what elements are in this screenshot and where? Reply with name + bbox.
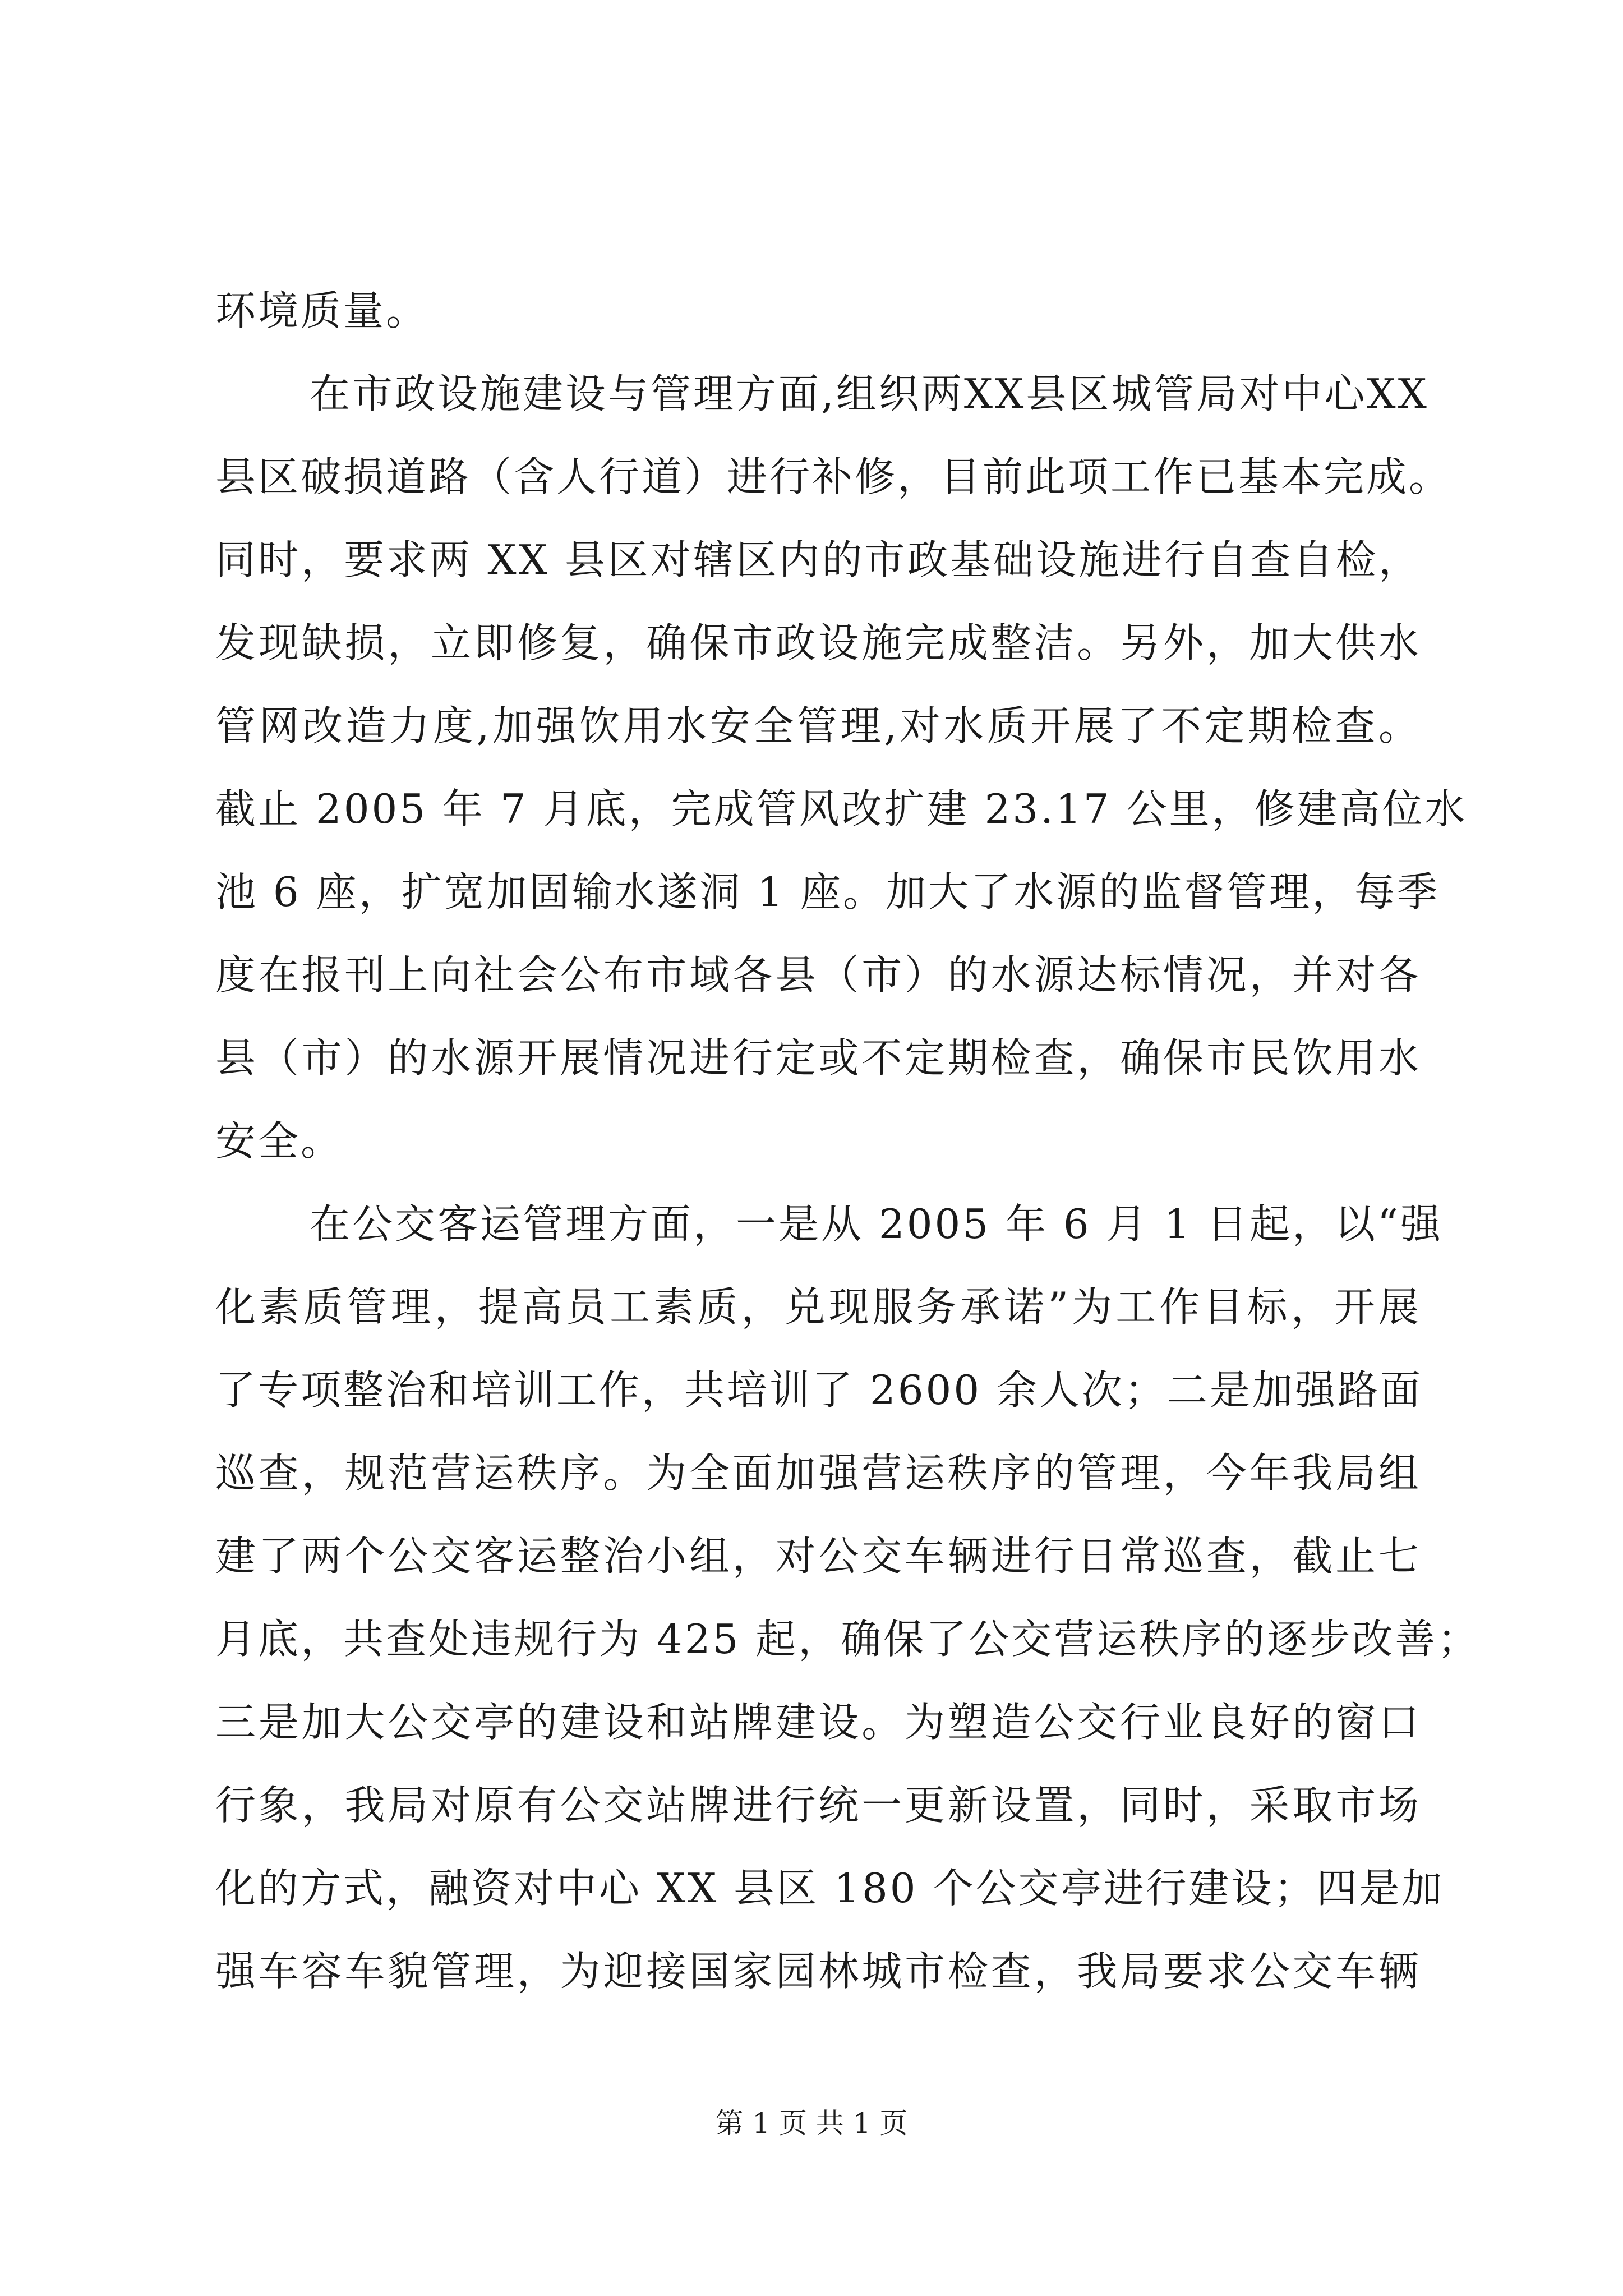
text-line: 巡查，规范营运秩序。为全面加强营运秩序的管理，今年我局组 — [215, 1450, 1421, 1497]
page-footer: 第 1 页 共 1 页 — [715, 2107, 908, 2139]
text-line: 了专项整治和培训工作，共培训了 2600 余人次；二是加强路面 — [215, 1366, 1423, 1414]
text-line: 行象，我局对原有公交站牌进行统一更新设置，同时，采取市场 — [215, 1782, 1421, 1829]
text-line: 安全。 — [215, 1117, 344, 1165]
text-line: 月底，共查处违规行为 425 起，确保了公交营运秩序的逐步改善； — [215, 1616, 1481, 1663]
text-line: 池 6 座，扩宽加固输水遂洞 1 座。加大了水源的监督管理，每季 — [215, 868, 1440, 915]
text-line: 管网改造力度,加强饮用水安全管理,对水质开展了不定期检查。 — [215, 702, 1421, 749]
text-line: 三是加大公交亭的建设和站牌建设。为塑造公交行业良好的窗口 — [215, 1699, 1421, 1746]
text-line: 在市政设施建设与管理方面,组织两XX县区城管局对中心XX — [310, 370, 1429, 417]
text-line: 同时，要求两 XX 县区对辖区内的市政基础设施进行自查自检， — [215, 536, 1421, 583]
text-line: 建了两个公交客运整治小组，对公交车辆进行日常巡查，截止七 — [215, 1533, 1421, 1580]
text-line: 截止 2005 年 7 月底，完成管风改扩建 23.17 公里，修建高位水 — [215, 785, 1468, 832]
text-line: 县区破损道路（含人行道）进行补修，目前此项工作已基本完成。 — [215, 453, 1452, 500]
text-line: 化的方式，融资对中心 XX 县区 180 个公交亭进行建设；四是加 — [215, 1865, 1445, 1912]
body-text — [215, 269, 1481, 2013]
text-line: 发现缺损，立即修复，确保市政设施完成整洁。另外，加大供水 — [215, 619, 1421, 666]
text-line: 度在报刊上向社会公布市域各县（市）的水源达标情况，并对各 — [215, 951, 1421, 999]
text-line: 化素质管理，提高员工素质，兑现服务承诺”为工作目标，开展 — [215, 1283, 1421, 1331]
text-line: 强车容车貌管理，为迎接国家园林城市检查，我局要求公交车辆 — [215, 1948, 1421, 1995]
text-line: 在公交客运管理方面，一是从 2005 年 6 月 1 日起，以“强 — [310, 1200, 1443, 1248]
text-line: 县（市）的水源开展情况进行定或不定期检查，确保市民饮用水 — [215, 1034, 1421, 1082]
text-line: 环境质量。 — [215, 287, 429, 334]
